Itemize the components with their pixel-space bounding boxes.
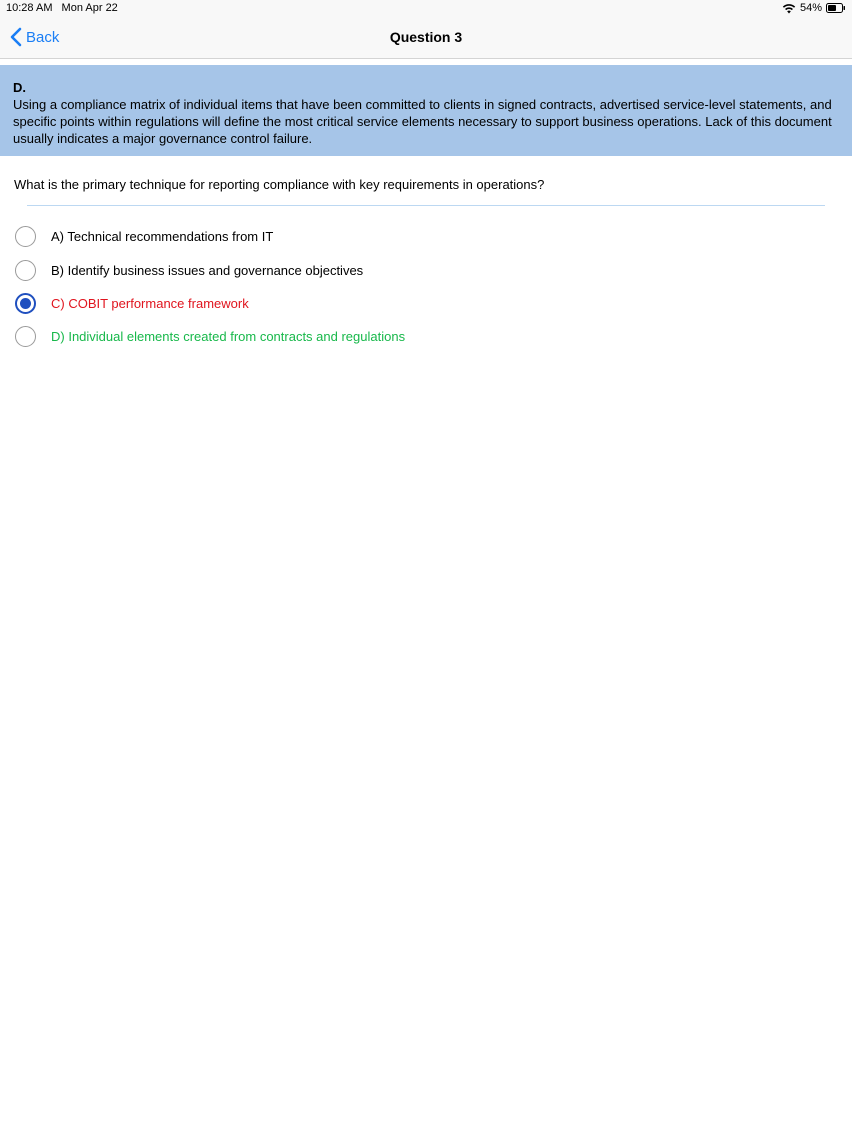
status-time: 10:28 AM [6,2,53,14]
wifi-icon [782,3,796,14]
option-label: C) COBIT performance framework [51,295,249,311]
option-d[interactable] [15,324,405,348]
radio-button-selected[interactable] [15,293,36,314]
answer-explanation: Using a compliance matrix of individual items that have been committed to clients in signed contracts, advertised service-level statements, and specific points within regulations will define the most critical service elements necessary to support business operations. Lack of this document usually indicates a major governance control failure. [13,97,832,146]
battery-icon [826,3,846,13]
question-text: What is the primary technique for reporting compliance with key requirements in operations? [14,177,545,192]
divider [27,205,825,206]
option-label: D) Individual elements created from contracts and regulations [51,328,406,344]
option-label: B) Identify business issues and governance objectives [51,262,364,278]
option-label: A) Technical recommendations from IT [51,228,274,244]
radio-button[interactable] [15,226,36,247]
page-title: Question 3 [389,29,463,45]
status-bar [0,0,852,18]
status-date: Mon Apr 22 [61,2,118,14]
radio-button[interactable] [15,260,36,281]
nav-bar [0,18,852,59]
answer-letter: D. [13,80,26,95]
back-label: Back [26,28,60,46]
option-c[interactable] [15,291,249,315]
option-b[interactable] [15,258,363,282]
answer-explanation-panel [0,65,852,156]
battery-percent: 54% [799,2,822,14]
option-a[interactable] [15,224,273,248]
status-left [6,2,124,14]
radio-button[interactable] [15,326,36,347]
status-right [782,2,846,14]
